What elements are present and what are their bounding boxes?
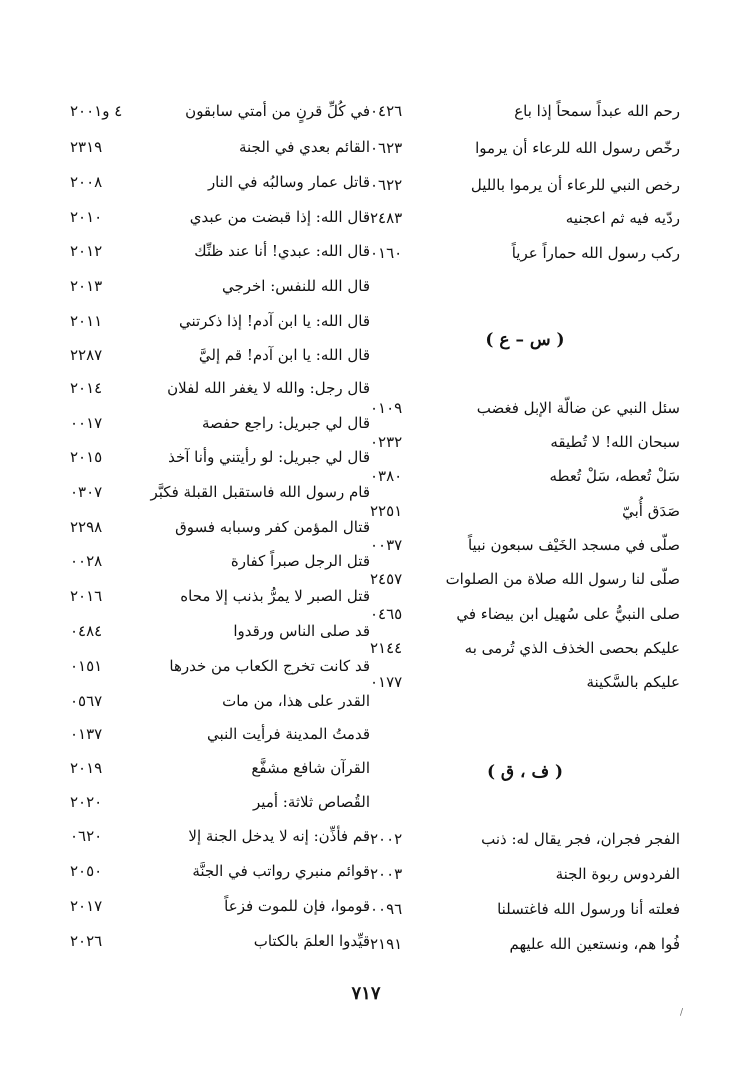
entry-text: قيِّدوا العلمَ بالكتاب [253, 932, 370, 950]
section-heading: ( س – ع ) [485, 330, 565, 350]
entry-number: ٠١٣٧ [70, 725, 103, 743]
entry-number: ٢٠٢٦ [70, 932, 103, 950]
entry-text: ركب رسول الله حماراً عرياً [511, 244, 680, 262]
entry-number: ٢٠١٤ [70, 379, 103, 397]
index-entry [370, 633, 680, 663]
entry-number: ٠٣٨٠ [370, 467, 403, 485]
entry-number: ٢٠١٠ [70, 208, 103, 226]
entry-text: القدر على هذا، من مات [222, 692, 370, 710]
entry-number: ٠٠٩٦ [370, 900, 403, 918]
entry-number: ٠٤٨٤ [70, 622, 103, 640]
entry-text: قال الله: يا ابن آدم! قم إليَّ [198, 346, 370, 364]
entry-text: قال الله: إذا قبضت من عبدي [189, 208, 370, 226]
index-entry [70, 719, 370, 749]
index-entry [70, 408, 370, 438]
entry-number: ٠٦٢٣ [370, 139, 403, 157]
index-entry [370, 496, 680, 526]
entry-number: ٢٠٠٣ [370, 865, 403, 883]
entry-text: قال الله: عبدي! أنا عند ظنِّك [194, 242, 370, 260]
entry-number: ٠٠٣٧ [370, 536, 403, 554]
entry-text: القُصاص ثلاثة: أمير [253, 793, 370, 811]
index-entry [370, 894, 680, 924]
entry-number: ٢٠١٧ [70, 897, 103, 915]
entry-text: قال رجل: والله لا يغفر الله لفلان [167, 379, 370, 397]
entry-number: ٢٠٥٠ [70, 862, 103, 880]
entry-number: ٠٦٢٢ [370, 176, 403, 194]
entry-number: ٠٦٢٠ [70, 827, 103, 845]
entry-number: ٢٠٠٢ [370, 830, 403, 848]
index-entry [70, 96, 370, 126]
index-entry [370, 203, 680, 233]
entry-text: صلّى في مسجد الخَيْف سبعون نبياً [467, 536, 680, 554]
entry-text: قم فأذِّن: إنه لا يدخل الجنة إلا [188, 827, 370, 845]
entry-number: ٠٢٣٢ [370, 433, 403, 451]
index-entry [370, 859, 680, 889]
entry-text: قاتل عمار وسالبُه في النار [207, 173, 370, 191]
index-entry [70, 132, 370, 162]
entry-number: ٠٣٠٧ [70, 483, 103, 501]
entry-text: صلى النبيُّ على سُهيل ابن بيضاء في [456, 605, 680, 623]
entry-number: ٢٠١٢ [70, 242, 103, 260]
entry-text: قتال المؤمن كفر وسبابه فسوق [175, 518, 370, 536]
index-entry [70, 167, 370, 197]
entry-number: ٠٠١٧ [70, 414, 103, 432]
page-number: ٧١٧ [351, 983, 381, 1004]
entry-text: ردّيه فيه ثم اعجنيه [565, 209, 680, 227]
entry-text: قتل الصبر لا يمرُّ بذنب إلا محاه [180, 587, 370, 605]
index-entry [70, 340, 370, 370]
entry-text: قام رسول الله فاستقبل القبلة فكبَّر [150, 483, 370, 501]
entry-number: ٢٠١٦ [70, 587, 103, 605]
entry-number: ٠٥٦٧ [70, 692, 103, 710]
index-entry [370, 929, 680, 959]
index-entry [370, 461, 680, 491]
index-entry [370, 824, 680, 854]
entry-text: قد صلى الناس ورقدوا [233, 622, 370, 640]
entry-number: ٢٠١٥ [70, 448, 103, 466]
entry-number: ٠١٦٠ [370, 244, 403, 262]
entry-number: ٢١٤٤ [370, 639, 403, 657]
index-entry [70, 787, 370, 817]
index-entry [370, 667, 680, 697]
entry-number: ٢١٩١ [370, 935, 403, 953]
index-entry [70, 442, 370, 472]
entry-number: ٠١٥١ [70, 657, 103, 675]
index-entry [70, 546, 370, 576]
index-entry [370, 238, 680, 268]
index-entry [70, 926, 370, 956]
entry-number: ٠٤٦٥ [370, 605, 403, 623]
entry-number: ٢٠٠٨ [70, 173, 103, 191]
entry-text: عليكم بالسَّكينة [586, 673, 680, 691]
entry-text: سئل النبي عن ضالّة الإبل فغضب [476, 399, 680, 417]
section-heading: ( ف ، ق ) [486, 762, 564, 782]
entry-text: القائم بعدي في الجنة [238, 138, 370, 156]
index-entry [370, 96, 680, 126]
index-entry [370, 427, 680, 457]
entry-text: قوائم منبري رواتب في الجنَّة [192, 862, 370, 880]
entry-number: ٢٤٥٧ [370, 570, 403, 588]
entry-text: قال الله للنفس: اخرجي [221, 277, 370, 295]
index-entry [370, 393, 680, 423]
entry-number: ٢٢٥١ [370, 502, 403, 520]
entry-number: ٢٠٢٠ [70, 793, 103, 811]
index-entry [70, 477, 370, 507]
entry-number: ٢٠١٩ [70, 759, 103, 777]
entry-number: ٢٠١٣ [70, 277, 103, 295]
index-entry [70, 753, 370, 783]
entry-text: فعلته أنا ورسول الله فاغتسلنا [497, 900, 680, 918]
entry-text: قوموا، فإن للموت فزعاً [224, 897, 370, 915]
entry-text: رحم الله عبداً سمحاً إذا باع [514, 102, 680, 120]
entry-text: رخّص رسول الله للرعاء أن يرموا [475, 139, 680, 157]
corner-mark: / [680, 1008, 684, 1018]
index-entry [70, 271, 370, 301]
entry-number: ٢٠١١ [70, 312, 103, 330]
entry-number: ٠١٧٧ [370, 673, 403, 691]
index-entry [370, 170, 680, 200]
entry-text: فُوا هم، ونستعين الله عليهم [509, 935, 680, 953]
entry-text: الفردوس ربوة الجنة [555, 865, 680, 883]
index-entry [70, 202, 370, 232]
entry-text: القرآن شافع مشفَّع [251, 759, 370, 777]
entry-number: ٢٤٨٣ [370, 209, 403, 227]
entry-text: عليكم بحصى الخذف الذي تُرمى به [464, 639, 680, 657]
index-entry [70, 856, 370, 886]
index-entry [70, 236, 370, 266]
entry-text: قال لي جبريل: راجع حفصة [201, 414, 370, 432]
entry-text: في كُلِّ قرنٍ من أمتي سابقون [185, 102, 370, 120]
index-entry [70, 306, 370, 336]
entry-text: قال لي جبريل: لو رأيتني وأنا آخذ [168, 448, 370, 466]
entry-text: قال الله: يا ابن آدم! إذا ذكرتني [178, 312, 370, 330]
index-entry [370, 530, 680, 560]
entry-number: ٠٤٢٦ [370, 102, 403, 120]
entry-number: ٢٢٨٧ [70, 346, 103, 364]
entry-number: ٠٠٢٨ [70, 552, 103, 570]
index-entry [70, 616, 370, 646]
entry-text: سبحان الله! لا تُطيقه [550, 433, 680, 451]
index-entry [370, 564, 680, 594]
entry-number: ٢٣١٩ [70, 138, 103, 156]
index-entry [70, 686, 370, 716]
index-entry [70, 891, 370, 921]
index-entry [70, 651, 370, 681]
index-entry [70, 512, 370, 542]
entry-text: قدمتُ المدينة فرأيت النبي [207, 725, 370, 743]
entry-text: قد كانت تخرج الكعاب من خدرها [169, 657, 370, 675]
index-entry [70, 373, 370, 403]
entry-number: ٢٢٩٨ [70, 518, 103, 536]
index-entry [70, 581, 370, 611]
entry-text: صَدَق أُبيّ [622, 502, 680, 520]
entry-number: ٠١٠٩ [370, 399, 403, 417]
entry-text: سَلْ تُعطه، سَلْ تُعطه [549, 467, 680, 485]
index-entry [370, 133, 680, 163]
entry-text: رخص النبي للرعاء أن يرموا بالليل [470, 176, 680, 194]
entry-text: الفجر فجران، فجر يقال له: ذنب [481, 830, 680, 848]
index-entry [370, 599, 680, 629]
entry-number: ٤ و٢٠٠١ [70, 102, 123, 120]
index-entry [70, 821, 370, 851]
entry-text: صلّى لنا رسول الله صلاة من الصلوات [445, 570, 680, 588]
entry-text: قتل الرجل صبراً كفارة [230, 552, 370, 570]
